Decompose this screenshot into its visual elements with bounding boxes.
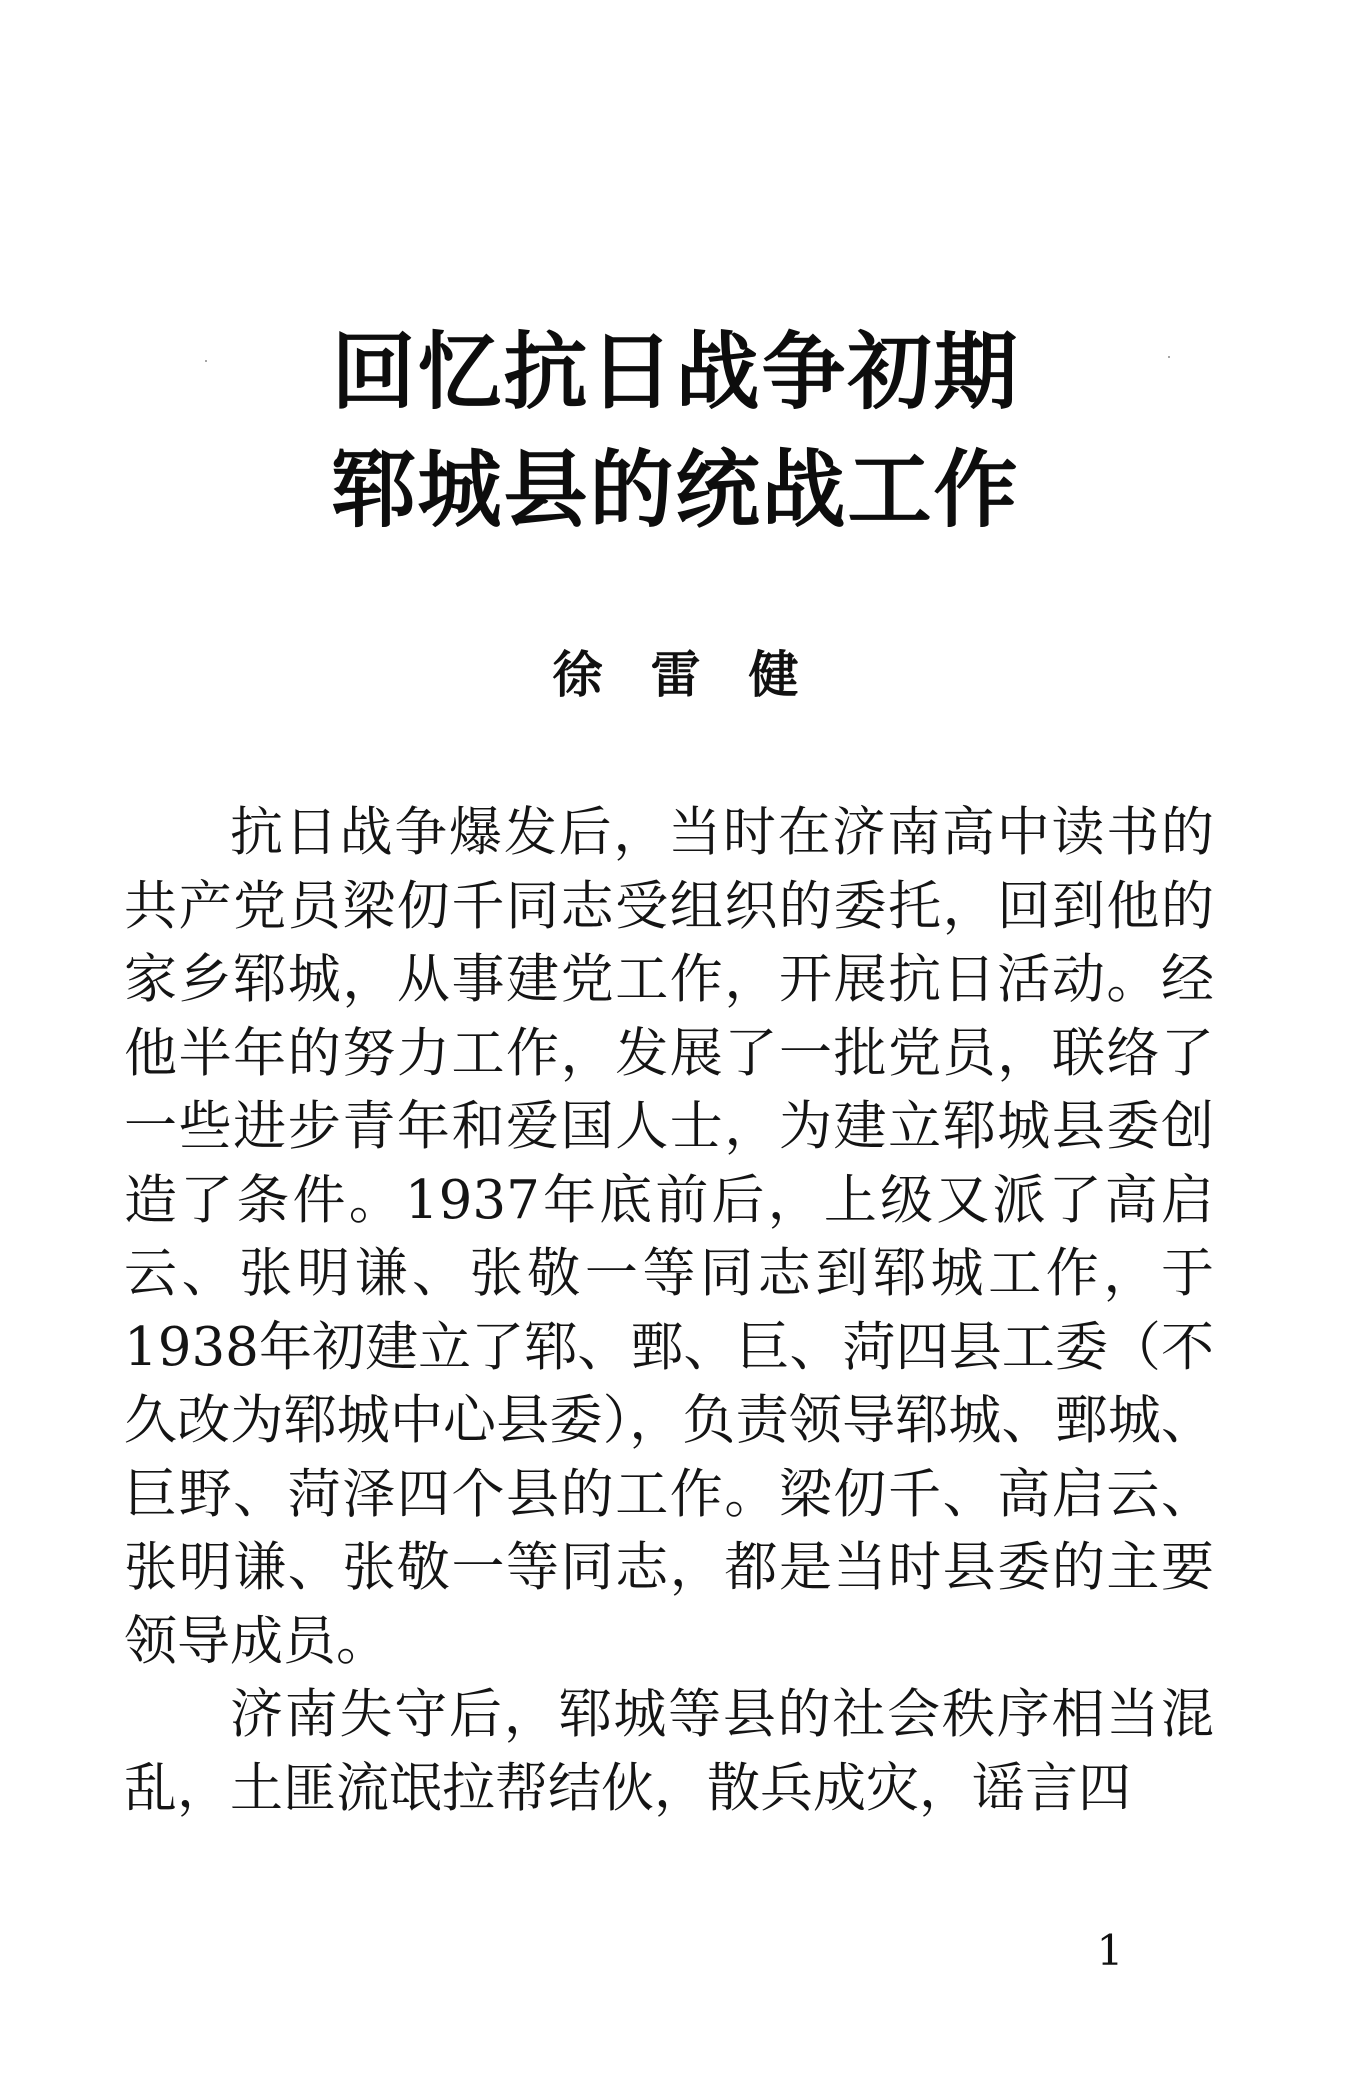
article-title-line-1: 回忆抗日战争初期 [331, 322, 1020, 421]
page-number: 1 [1096, 1926, 1124, 1975]
article-title-line-2: 郓城县的统战工作 [331, 440, 1020, 539]
article-body [124, 796, 1214, 1825]
paragraph-2: 济南失守后，郓城等县的社会秩序相当混乱，土匪流氓拉帮结伙，散兵成灾，谣言四 [124, 1684, 1214, 1819]
paragraph-1: 抗日战争爆发后，当时在济南高中读书的共产党员梁仞千同志受组织的委托，回到他的家乡郓城，从事建党工作，开展抗日活动。经他半年的努力工作，发展了一批党员，联络了一些进步青年和爱国人士，为建立郓城县委创造了条件。1937年底前后，上级又派了高启云、张明谦、张敬一等同志到郓城工作，于1938年初建立了郓、鄄、巨、菏四县工委（不久改为郓城中心县委），负责领导郓城、鄄城、巨野、菏泽四个县的工作。梁仞千、高启云、张明谦、张敬一等同志，都是当时县委的主要领导成员。 [124, 802, 1214, 1672]
author-name: 徐雷健 [552, 646, 847, 704]
